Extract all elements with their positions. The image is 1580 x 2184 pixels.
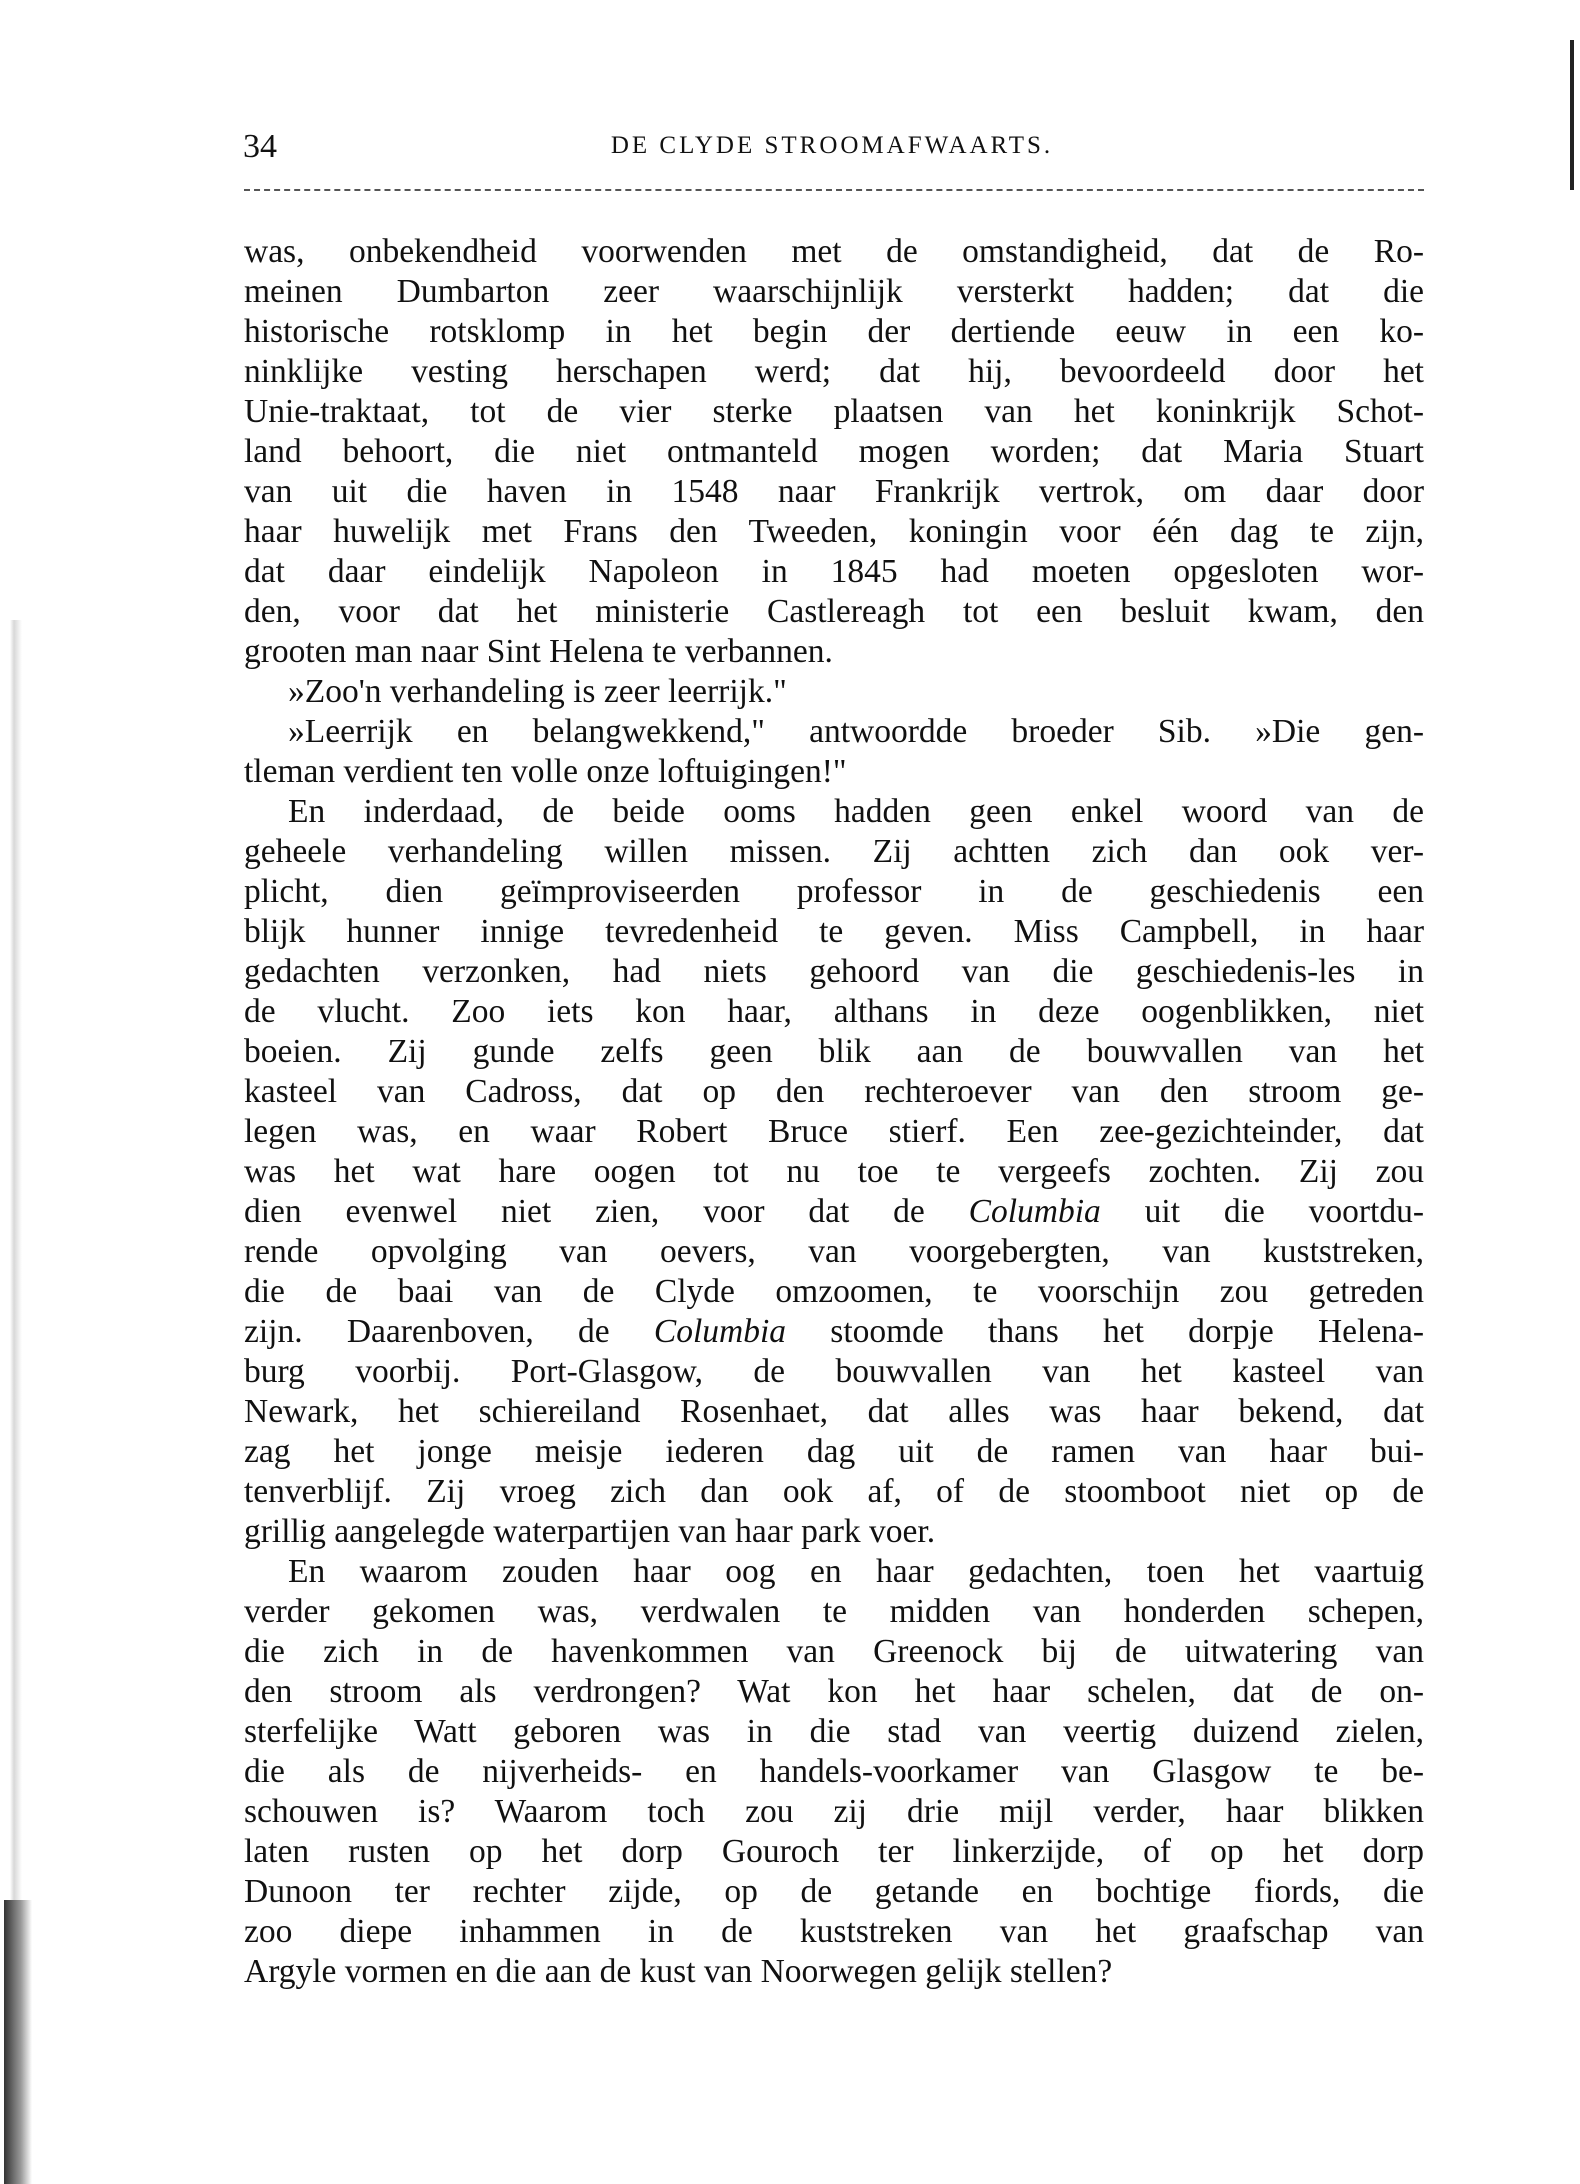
text-line — [244, 1232, 1424, 1272]
text-segment: En inderdaad, de beide ooms hadden geen enkel woord van de — [288, 793, 1424, 830]
text-line — [244, 712, 1424, 752]
text-line — [244, 472, 1424, 512]
text-line — [244, 1672, 1424, 1712]
text-segment: geheele verhandeling willen missen. Zij achtten zich dan ook ver- — [244, 833, 1424, 870]
text-line — [244, 1752, 1424, 1792]
text-segment: was het wat hare oogen tot nu toe te vergeefs zochten. Zij zou — [244, 1153, 1424, 1190]
text-line — [244, 512, 1424, 552]
text-line — [244, 1952, 1424, 1992]
text-segment: die zich in de havenkommen van Greenock bij de uitwatering van — [244, 1633, 1424, 1670]
text-segment: schouwen is? Waarom toch zou zij drie mijl verder, haar blikken — [244, 1793, 1424, 1830]
body-text — [244, 232, 1424, 1992]
text-line — [244, 1552, 1424, 1592]
text-line — [244, 1472, 1424, 1512]
text-line — [244, 1872, 1424, 1912]
text-line — [244, 392, 1424, 432]
paragraph — [244, 712, 1424, 792]
text-segment: de vlucht. Zoo iets kon haar, althans in deze oogenblikken, niet — [244, 993, 1424, 1030]
text-segment: was, onbekendheid voorwenden met de omstandigheid, dat de Ro- — [244, 233, 1424, 270]
page-number: 34 — [243, 128, 277, 165]
text-line — [244, 1792, 1424, 1832]
text-segment: haar huwelijk met Frans den Tweeden, koningin voor één dag te zijn, — [244, 513, 1424, 550]
text-segment: burg voorbij. Port-Glasgow, de bouwvallen van het kasteel van — [244, 1353, 1424, 1390]
text-segment: sterfelijke Watt geboren was in die stad van veertig duizend zielen, — [244, 1713, 1424, 1750]
text-segment: zag het jonge meisje iederen dag uit de ramen van haar bui- — [244, 1433, 1424, 1470]
text-line — [244, 792, 1424, 832]
text-line — [244, 1632, 1424, 1672]
text-segment: die als de nijverheids- en handels-voorkamer van Glasgow te be- — [244, 1753, 1424, 1790]
text-line — [244, 352, 1424, 392]
text-line — [244, 952, 1424, 992]
text-segment: grillig aangelegde waterpartijen van haar park voer. — [244, 1513, 936, 1550]
paragraph — [244, 672, 1424, 712]
text-line — [244, 872, 1424, 912]
text-segment: dien evenwel niet zien, voor dat de — [244, 1193, 969, 1230]
scan-edge-binding — [4, 1900, 32, 2184]
text-line — [244, 1592, 1424, 1632]
text-line — [244, 1512, 1424, 1552]
text-line — [244, 1312, 1424, 1352]
text-segment: kasteel van Cadross, dat op den rechteroever van den stroom ge- — [244, 1073, 1424, 1110]
text-segment: blijk hunner innige tevredenheid te geven. Miss Campbell, in haar — [244, 913, 1424, 950]
text-line — [244, 232, 1424, 272]
paragraph — [244, 1552, 1424, 1992]
text-line — [244, 272, 1424, 312]
text-line — [244, 1072, 1424, 1112]
text-line — [244, 1392, 1424, 1432]
italic-ship-name: Columbia — [653, 1313, 787, 1350]
text-segment: rende opvolging van oevers, van voorgebergten, van kuststreken, — [244, 1233, 1424, 1270]
text-line — [244, 1912, 1424, 1952]
text-line — [244, 992, 1424, 1032]
text-line — [244, 312, 1424, 352]
text-line — [244, 1192, 1424, 1232]
header-rule — [244, 189, 1424, 191]
text-segment: Dunoon ter rechter zijde, op de getande en bochtige fiords, die — [244, 1873, 1424, 1910]
text-line — [244, 1112, 1424, 1152]
text-line — [244, 912, 1424, 952]
text-line — [244, 672, 1424, 712]
text-line — [244, 752, 1424, 792]
text-segment: zoo diepe inhammen in de kuststreken van het graafschap van — [244, 1913, 1424, 1950]
text-line — [244, 1432, 1424, 1472]
text-segment: ninklijke vesting herschapen werd; dat hij, bevoordeeld door het — [244, 353, 1424, 390]
text-line — [244, 1152, 1424, 1192]
text-segment: »Leerrijk en belangwekkend," antwoordde broeder Sib. »Die gen- — [288, 713, 1424, 750]
text-segment: verder gekomen was, verdwalen te midden van honderden schepen, — [244, 1593, 1424, 1630]
paragraph — [244, 232, 1424, 672]
text-segment: tleman verdient ten volle onze loftuigingen!" — [244, 753, 847, 790]
text-segment: dat daar eindelijk Napoleon in 1845 had moeten opgesloten wor- — [244, 553, 1424, 590]
text-segment: den stroom als verdrongen? Wat kon het haar schelen, dat de on- — [244, 1673, 1424, 1710]
text-segment: stoomde thans het dorpje Helena- — [786, 1313, 1424, 1350]
text-segment: historische rotsklomp in het begin der dertiende eeuw in een ko- — [244, 313, 1424, 350]
text-segment: legen was, en waar Robert Bruce stierf. Een zee-gezichteinder, dat — [244, 1113, 1424, 1150]
text-segment: tenverblijf. Zij vroeg zich dan ook af, of de stoomboot niet op de — [244, 1473, 1424, 1510]
italic-ship-name: Columbia — [968, 1193, 1101, 1230]
text-segment: »Zoo'n verhandeling is zeer leerrijk." — [288, 673, 787, 710]
text-segment: gedachten verzonken, had niets gehoord van die geschiedenis-les in — [244, 953, 1424, 990]
text-segment: uit die voortdu- — [1100, 1193, 1425, 1230]
text-segment: Newark, het schiereiland Rosenhaet, dat alles was haar bekend, dat — [244, 1393, 1424, 1430]
text-line — [244, 832, 1424, 872]
text-segment: zijn. Daarenboven, de — [244, 1313, 654, 1350]
scan-edge-mark — [1570, 40, 1574, 190]
text-segment: land behoort, die niet ontmanteld mogen worden; dat Maria Stuart — [244, 433, 1424, 470]
text-segment: laten rusten op het dorp Gouroch ter linkerzijde, of op het dorp — [244, 1833, 1424, 1870]
running-title: DE CLYDE STROOMAFWAARTS. — [610, 132, 1054, 159]
text-segment: van uit die haven in 1548 naar Frankrijk vertrok, om daar door — [244, 473, 1424, 510]
text-segment: plicht, dien geïmproviseerden professor in de geschiedenis een — [244, 873, 1424, 910]
text-segment: boeien. Zij gunde zelfs geen blik aan de bouwvallen van het — [244, 1033, 1424, 1070]
text-segment: Argyle vormen en die aan de kust van Noorwegen gelijk stellen? — [244, 1953, 1113, 1990]
text-line — [244, 1032, 1424, 1072]
text-line — [244, 1832, 1424, 1872]
text-line — [244, 1272, 1424, 1312]
text-line — [244, 432, 1424, 472]
text-segment: En waarom zouden haar oog en haar gedachten, toen het vaartuig — [288, 1553, 1424, 1590]
text-segment: meinen Dumbarton zeer waarschijnlijk versterkt hadden; dat die — [244, 273, 1424, 310]
text-line — [244, 632, 1424, 672]
text-segment: Unie-traktaat, tot de vier sterke plaatsen van het koninkrijk Schot- — [244, 393, 1424, 430]
text-segment: die de baai van de Clyde omzoomen, te voorschijn zou getreden — [244, 1273, 1424, 1310]
text-line — [244, 592, 1424, 632]
text-line — [244, 552, 1424, 592]
text-segment: den, voor dat het ministerie Castlereagh tot een besluit kwam, den — [244, 593, 1424, 630]
text-line — [244, 1712, 1424, 1752]
text-line — [244, 1352, 1424, 1392]
text-segment: grooten man naar Sint Helena te verbannen. — [244, 633, 833, 670]
paragraph — [244, 792, 1424, 1552]
